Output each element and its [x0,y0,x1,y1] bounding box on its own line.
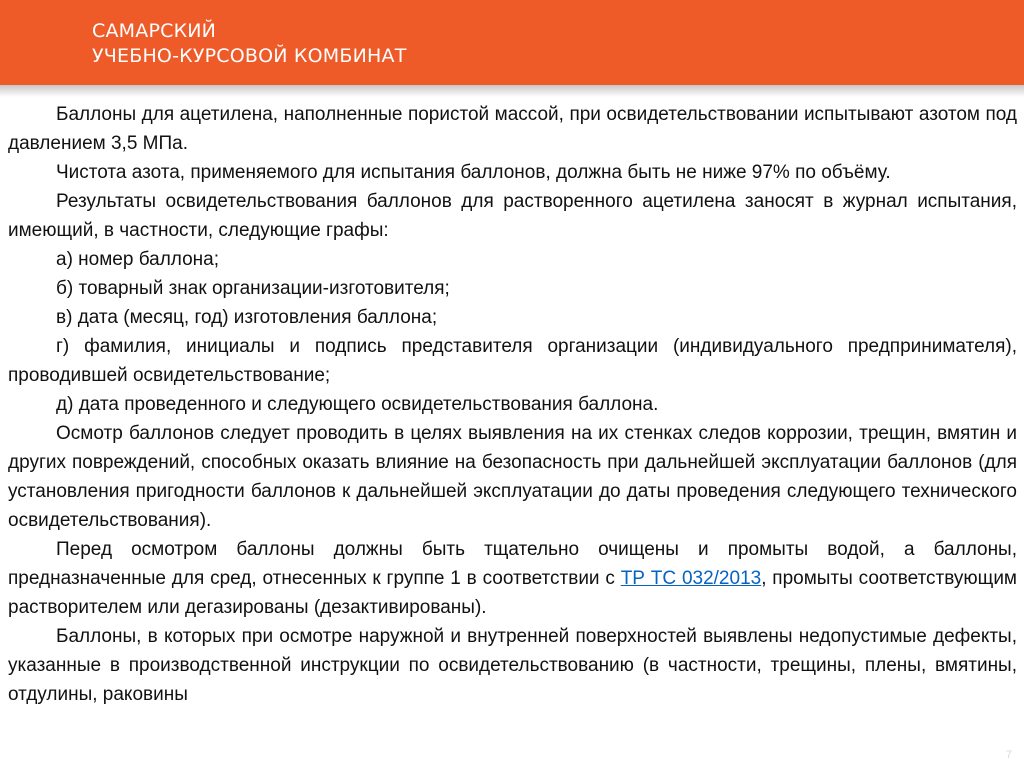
regulation-link[interactable]: ТР ТС 032/2013 [620,568,762,589]
list-item-a: а) номер баллона; [56,249,220,270]
paragraph-with-link [8,535,1017,622]
paragraph-text-before-link: Перед осмотром баллоны должны быть тщательно очищены и промыты водой, а баллоны, предназначенные для сред, отнесенных к группе 1 в соответствии с [8,539,1017,589]
org-name-line-1: САМАРСКИЙ [92,20,217,42]
list-item-d: г) фамилия, инициалы и подпись представителя организации (индивидуального предпринимателя), проводившей освидетельствование; [8,336,1017,386]
paragraph: Результаты освидетельствования баллонов для растворенного ацетилена заносят в журнал испытания, имеющий, в частности, следующие графы: [8,191,1017,241]
document-body [8,100,1017,709]
paragraph: Баллоны, в которых при осмотре наружной и внутренней поверхностей выявлены недопустимые дефекты, указанные в производственной инструкции по освидетельствованию (в частности, трещины, плены, вмятины, отдулины, раковины [8,626,1017,705]
header-shadow [0,85,1024,97]
paragraph-text-after-link: , промыты соответствующим растворителем или дегазированы (дезактивированы). [8,568,1017,618]
org-name [92,19,407,69]
paragraph: Чистота азота, применяемого для испытания баллонов, должна быть не ниже 97% по объёму. [56,162,891,183]
page-number: 7 [1005,749,1012,761]
list-item-c: в) дата (месяц, год) изготовления баллона; [56,307,438,328]
header-bar [0,0,1024,85]
list-item-b: б) товарный знак организации-изготовителя; [56,278,450,299]
org-name-line-2: УЧЕБНО-КУРСОВОЙ КОМБИНАТ [92,45,407,67]
paragraph: Осмотр баллонов следует проводить в целях выявления на их стенках следов коррозии, трещин, вмятин и других повреждений, способных оказать влияние на безопасность при дальнейшей эксплуатации баллонов (для установления пригодности баллонов к дальнейшей эксплуатации до даты проведения следующего технического освидетельствования). [8,423,1017,531]
list-item-e: д) дата проведенного и следующего освидетельствования баллона. [56,394,659,415]
paragraph: Баллоны для ацетилена, наполненные пористой массой, при освидетельствовании испытывают азотом под давлением 3,5 МПа. [8,104,1017,154]
